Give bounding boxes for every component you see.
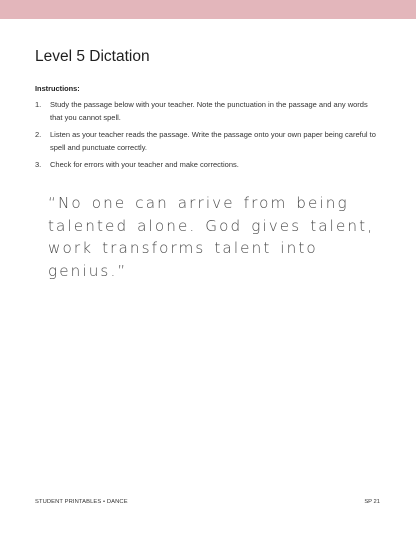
step-number: 3. [35,160,42,169]
page-title: Level 5 Dictation [35,48,150,65]
step-number: 1. [35,100,42,109]
step-text: Check for errors with your teacher and make corrections. [50,160,239,169]
dictation-passage: “No one can arrive from being talented alone. God gives talent, work transforms talent into genius.” [48,194,375,280]
instruction-step [35,159,380,172]
top-accent-band [0,0,416,19]
instruction-step [35,129,380,154]
instruction-step [35,99,380,124]
footer-series-label: STUDENT PRINTABLES • DANCE [35,499,128,505]
instruction-list [35,99,380,177]
step-text: Listen as your teacher reads the passage. Write the passage onto your own paper being careful to spell and punctuate correctly. [50,130,376,152]
footer-page-number: SP 21 [364,499,380,505]
step-number: 2. [35,130,42,139]
instructions-heading: Instructions: [35,84,80,93]
step-text: Study the passage below with your teacher. Note the punctuation in the passage and any words that you cannot spell. [50,100,368,122]
